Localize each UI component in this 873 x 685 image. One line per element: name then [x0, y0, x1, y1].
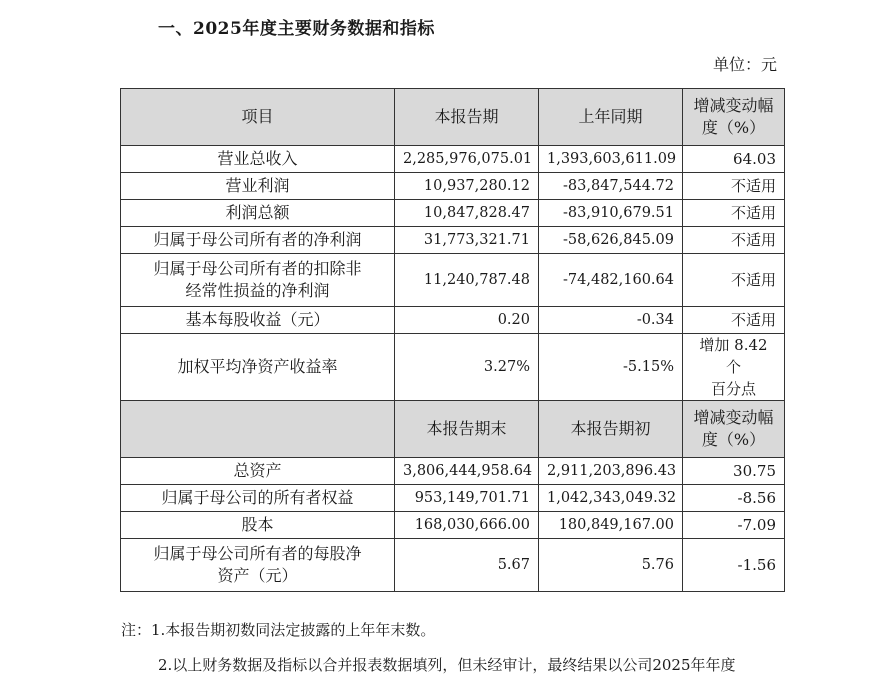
- table-row: [121, 146, 785, 173]
- row-item: 总资产: [121, 458, 395, 485]
- row-change: [683, 334, 785, 401]
- unit-label: 单位：元: [712, 55, 777, 74]
- header-change-line1: 增减变动幅: [693, 96, 774, 115]
- footnote-2: 2.以上财务数据及指标以合并报表数据填列，但未经审计，最终结果以公司2025年年度: [158, 656, 736, 674]
- row-value-current: 168,030,666.00: [395, 512, 539, 539]
- header-change-pct: [683, 401, 785, 458]
- row-change-line1: 增加 8.42 个: [699, 336, 768, 376]
- header-period-start: 本报告期初: [539, 401, 683, 458]
- table-row: [121, 227, 785, 254]
- row-item: 归属于母公司所有者的净利润: [121, 227, 395, 254]
- row-change: -7.09: [683, 512, 785, 539]
- row-value-current: 31,773,321.71: [395, 227, 539, 254]
- row-change: 30.75: [683, 458, 785, 485]
- row-value-current: 10,847,828.47: [395, 200, 539, 227]
- row-change: 不适用: [683, 173, 785, 200]
- row-change: 64.03: [683, 146, 785, 173]
- header-blank-cell: [121, 401, 395, 458]
- table-row: [121, 307, 785, 334]
- row-change: 不适用: [683, 200, 785, 227]
- table-row: [121, 173, 785, 200]
- row-value-prior: 1,042,343,049.32: [539, 485, 683, 512]
- row-value-current: 11,240,787.48: [395, 254, 539, 307]
- row-item: 加权平均净资产收益率: [121, 334, 395, 401]
- row-value-prior: -0.34: [539, 307, 683, 334]
- row-item: 利润总额: [121, 200, 395, 227]
- table-row: [121, 458, 785, 485]
- row-value-prior: -83,910,679.51: [539, 200, 683, 227]
- row-item: [121, 539, 395, 592]
- row-value-current: 10,937,280.12: [395, 173, 539, 200]
- row-value-prior: -5.15%: [539, 334, 683, 401]
- header-change-line1: 增减变动幅: [693, 408, 774, 427]
- row-item: 营业总收入: [121, 146, 395, 173]
- table-row: [121, 334, 785, 401]
- row-item-line1: 归属于母公司所有者的每股净: [153, 544, 362, 563]
- row-value-current: 5.67: [395, 539, 539, 592]
- row-item-line2: 经常性损益的净利润: [185, 281, 330, 300]
- row-item: 基本每股收益（元）: [121, 307, 395, 334]
- row-value-current: 953,149,701.71: [395, 485, 539, 512]
- row-value-prior: 2,911,203,896.43: [539, 458, 683, 485]
- table-row: [121, 200, 785, 227]
- table-header-row: [121, 89, 785, 146]
- row-change-line2: 百分点: [710, 380, 756, 398]
- row-change: -1.56: [683, 539, 785, 592]
- table-row: [121, 539, 785, 592]
- row-item: 营业利润: [121, 173, 395, 200]
- row-item-line1: 归属于母公司所有者的扣除非: [153, 259, 362, 278]
- header-change-line2: 度（%）: [701, 430, 766, 449]
- row-change: 不适用: [683, 254, 785, 307]
- financial-data-table: [120, 88, 785, 592]
- row-change: 不适用: [683, 227, 785, 254]
- row-value-prior: 5.76: [539, 539, 683, 592]
- row-value-prior: 1,393,603,611.09: [539, 146, 683, 173]
- table-row: [121, 254, 785, 307]
- header-item: 项目: [121, 89, 395, 146]
- row-value-prior: -74,482,160.64: [539, 254, 683, 307]
- row-item: 股本: [121, 512, 395, 539]
- row-item: 归属于母公司的所有者权益: [121, 485, 395, 512]
- header-change-pct: [683, 89, 785, 146]
- header-period-end: 本报告期末: [395, 401, 539, 458]
- table-row: [121, 485, 785, 512]
- section-heading: 一、2025年度主要财务数据和指标: [158, 19, 435, 39]
- row-change: -8.56: [683, 485, 785, 512]
- table-header-row: [121, 401, 785, 458]
- row-value-prior: -83,847,544.72: [539, 173, 683, 200]
- row-value-current: 2,285,976,075.01: [395, 146, 539, 173]
- row-change: 不适用: [683, 307, 785, 334]
- row-value-current: 3,806,444,958.64: [395, 458, 539, 485]
- row-value-current: 0.20: [395, 307, 539, 334]
- header-prior-period: 上年同期: [539, 89, 683, 146]
- table-row: [121, 512, 785, 539]
- row-value-prior: 180,849,167.00: [539, 512, 683, 539]
- header-current-period: 本报告期: [395, 89, 539, 146]
- row-item-line2: 资产（元）: [217, 566, 298, 585]
- header-change-line2: 度（%）: [701, 118, 766, 137]
- row-value-current: 3.27%: [395, 334, 539, 401]
- row-value-prior: -58,626,845.09: [539, 227, 683, 254]
- row-item: [121, 254, 395, 307]
- footnote-1: 注：1.本报告期初数同法定披露的上年年末数。: [121, 621, 436, 639]
